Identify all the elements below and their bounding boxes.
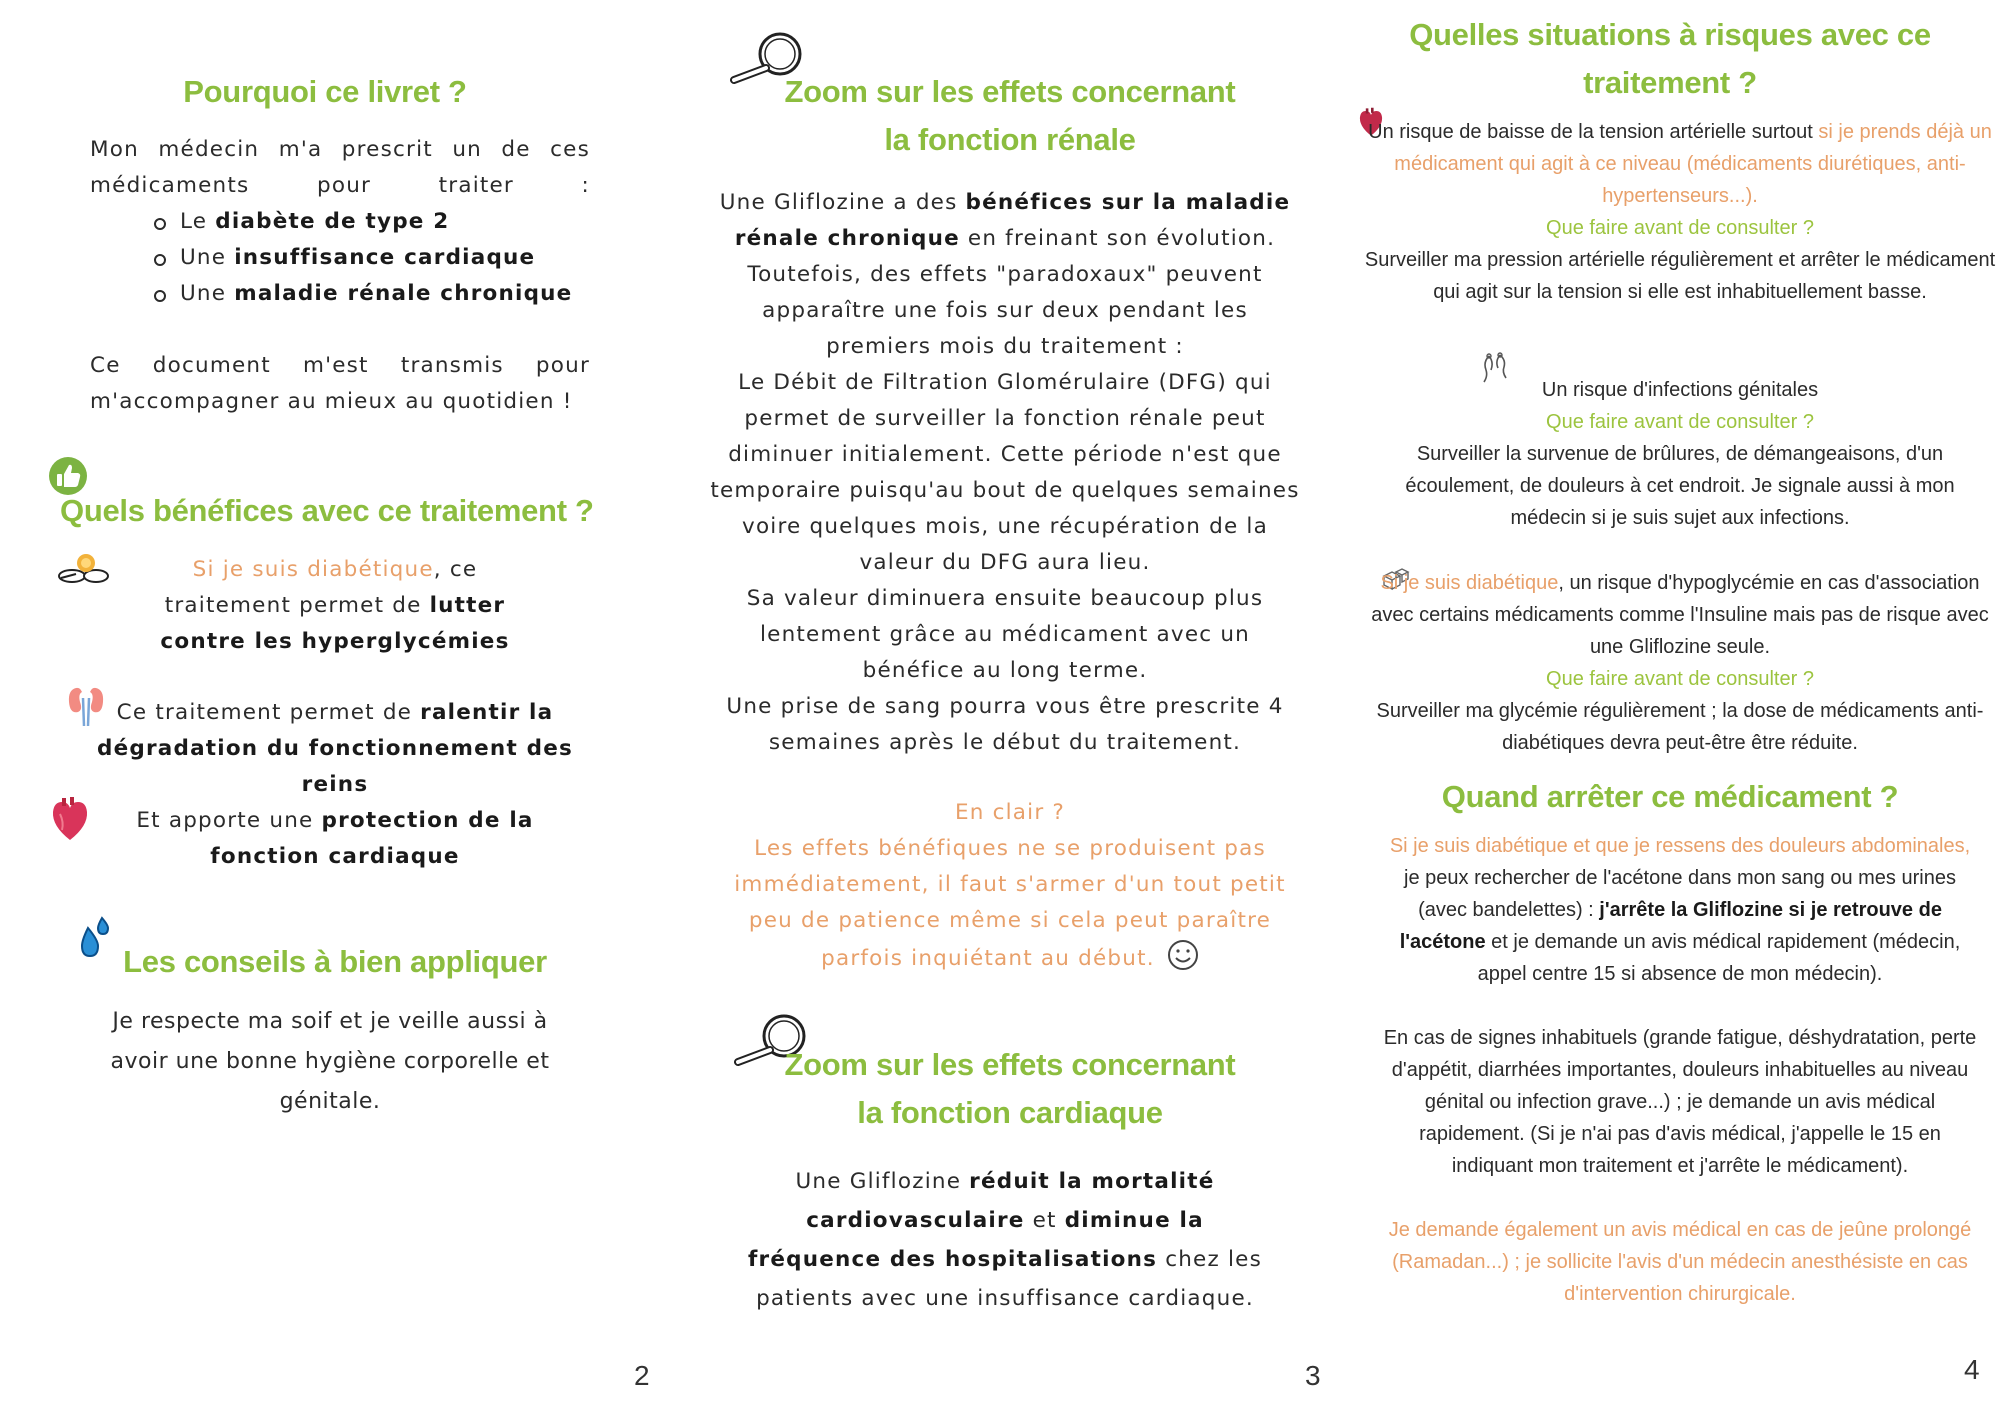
renal-p2: Toutefois, des effets "paradoxaux" peuvent apparaître une fois sur deux pendant les premiers mois du traitement : — [747, 262, 1263, 359]
what-to-do-label: Que faire avant de consulter ? — [1546, 217, 1814, 239]
risk-hypotension: Un risque de baisse de la tension artérielle surtout si je prends déjà un médicament qui agit à ce niveau (médicaments diurétiques, anti-hypertenseurs...). Que faire avant de consulter ? Surveiller ma pression artérielle régulièrement et arrêter le médicament qui agit sur la tension si elle est inhabituellement basse. — [1360, 116, 2000, 308]
page-number: 2 — [634, 1360, 650, 1391]
in-short-block — [730, 795, 1290, 977]
benefits-title: Quels bénéfices avec ce traitement ? — [60, 493, 594, 528]
smiley-icon — [1167, 939, 1199, 971]
page-number: 3 — [1305, 1360, 1321, 1391]
risk-hypoglycemia: Si je suis diabétique, un risque d'hypoglycémie en cas d'association avec certains médicaments comme l'Insuline mais pas de risque avec une Gliflozine seule. Que faire avant de consulter ? Surveiller ma glycémie régulièrement ; la dose de médicaments anti-diabétiques devra peut-être être réduite. — [1360, 567, 2000, 759]
cardiac-text: Une Gliflozine réduit la mortalité cardiovasculaire et diminue la fréquence des hospitalisations chez les patients avec une insuffisance cardiaque. — [747, 1169, 1263, 1311]
in-short-title: En clair ? — [954, 800, 1066, 825]
cardiac-title: Zoom sur les effets concernant la fonction cardiaque — [784, 1047, 1236, 1130]
renal-p1: Une Gliflozine a des bénéfices sur la maladie rénale chronique en freinant son évolution. — [719, 190, 1291, 251]
advice-text: Je respecte ma soif et je veille aussi à avoir une bonne hygiène corporelle et génitale. — [110, 1009, 550, 1114]
stop-fasting: Je demande également un avis médical en cas de jeûne prolongé (Ramadan...) ; je sollicite l'avis d'un médecin anesthésiste en cas d'intervention chirurgicale. — [1388, 1219, 1972, 1305]
why-intro: Mon médecin m'a prescrit un de ces médicaments pour traiter : — [90, 137, 590, 198]
page-2 — [0, 0, 670, 1414]
renal-title: Zoom sur les effets concernant la fonction rénale — [784, 74, 1236, 157]
diabetic-highlight: Si je suis diabétique — [192, 557, 434, 582]
page-3 — [700, 0, 1320, 1414]
what-to-do-label: Que faire avant de consulter ? — [1546, 668, 1814, 690]
stop-unusual-signs: En cas de signes inhabituels (grande fatigue, déshydratation, perte d'appétit, diarrhées importantes, douleurs inhabituelles au niveau génital ou infection grave...) ; je demande un avis médical rapidement. (Si je n'ai pas d'avis médical, j'appelle le 15 en indiquant mon traitement et j'arrête le médicament). — [1383, 1027, 1977, 1177]
renal-p5: Une prise de sang pourra vous être prescrite 4 semaines après le début du traitement. — [726, 694, 1284, 755]
benefit-diabetes: Si je suis diabétique, ce traitement permet de lutter contre les hyperglycémies — [160, 557, 510, 654]
advice-title: Les conseils à bien appliquer — [123, 944, 547, 979]
renal-p4: Sa valeur diminuera ensuite beaucoup plus lentement grâce au médicament avec un bénéfice au long terme. — [746, 586, 1264, 683]
what-to-do-label: Que faire avant de consulter ? — [1546, 411, 1814, 433]
risk-infection: Un risque d'infections génitales Que faire avant de consulter ? Surveiller la survenue de brûlures, de démangeaisons, d'un écoulement, de douleurs à cet endroit. Je signale aussi à mon médecin si je suis sujet aux infections. — [1360, 374, 2000, 534]
benefit-heart: Et apporte une protection de la fonction cardiaque — [136, 808, 534, 869]
why-section — [90, 132, 590, 420]
page-number: 4 — [1964, 1354, 1980, 1385]
in-short-text: Les effets bénéfiques ne se produisent pas immédiatement, il faut s'armer d'un tout petit peu de patience même si cela peut paraître parfois inquiétant au début. — [734, 836, 1286, 971]
pills-icon — [56, 550, 112, 586]
page-4 — [1340, 0, 2000, 1414]
condition-item: Une maladie rénale chronique — [180, 276, 590, 312]
heart-icon — [50, 796, 90, 842]
why-title: Pourquoi ce livret ? — [183, 74, 467, 109]
condition-item: Une insuffisance cardiaque — [180, 240, 590, 276]
condition-item: Le diabète de type 2 — [180, 204, 590, 240]
stop-title: Quand arrêter ce médicament ? — [1441, 779, 1899, 814]
renal-p3: Le Débit de Filtration Glomérulaire (DFG) qui permet de surveiller la fonction rénale peut diminuer initialement. Cette période n'est que temporaire puisqu'au bout de quelques semaines voire quelques mois, une récupération de la valeur du DFG aura lieu. — [710, 370, 1300, 575]
risks-title: Quelles situations à risques avec ce traitement ? — [1409, 17, 1931, 100]
benefit-kidney: Ce traitement permet de ralentir la dégradation du fonctionnement des reins — [97, 700, 573, 797]
stop-acetone: Si je suis diabétique et que je ressens des douleurs abdominales, je peux rechercher de l'acétone dans mon sang ou mes urines (avec bandelettes) : j'arrête la Gliflozine si je retrouve de l'acétone et je demande un avis médical rapidement (médecin, appel centre 15 si absence de mon médecin). — [1389, 835, 1971, 985]
condition-list — [90, 204, 590, 312]
stop-text — [1380, 830, 1980, 1310]
renal-text — [710, 185, 1300, 761]
why-outro: Ce document m'est transmis pour m'accompagner au mieux au quotidien ! — [90, 353, 590, 414]
